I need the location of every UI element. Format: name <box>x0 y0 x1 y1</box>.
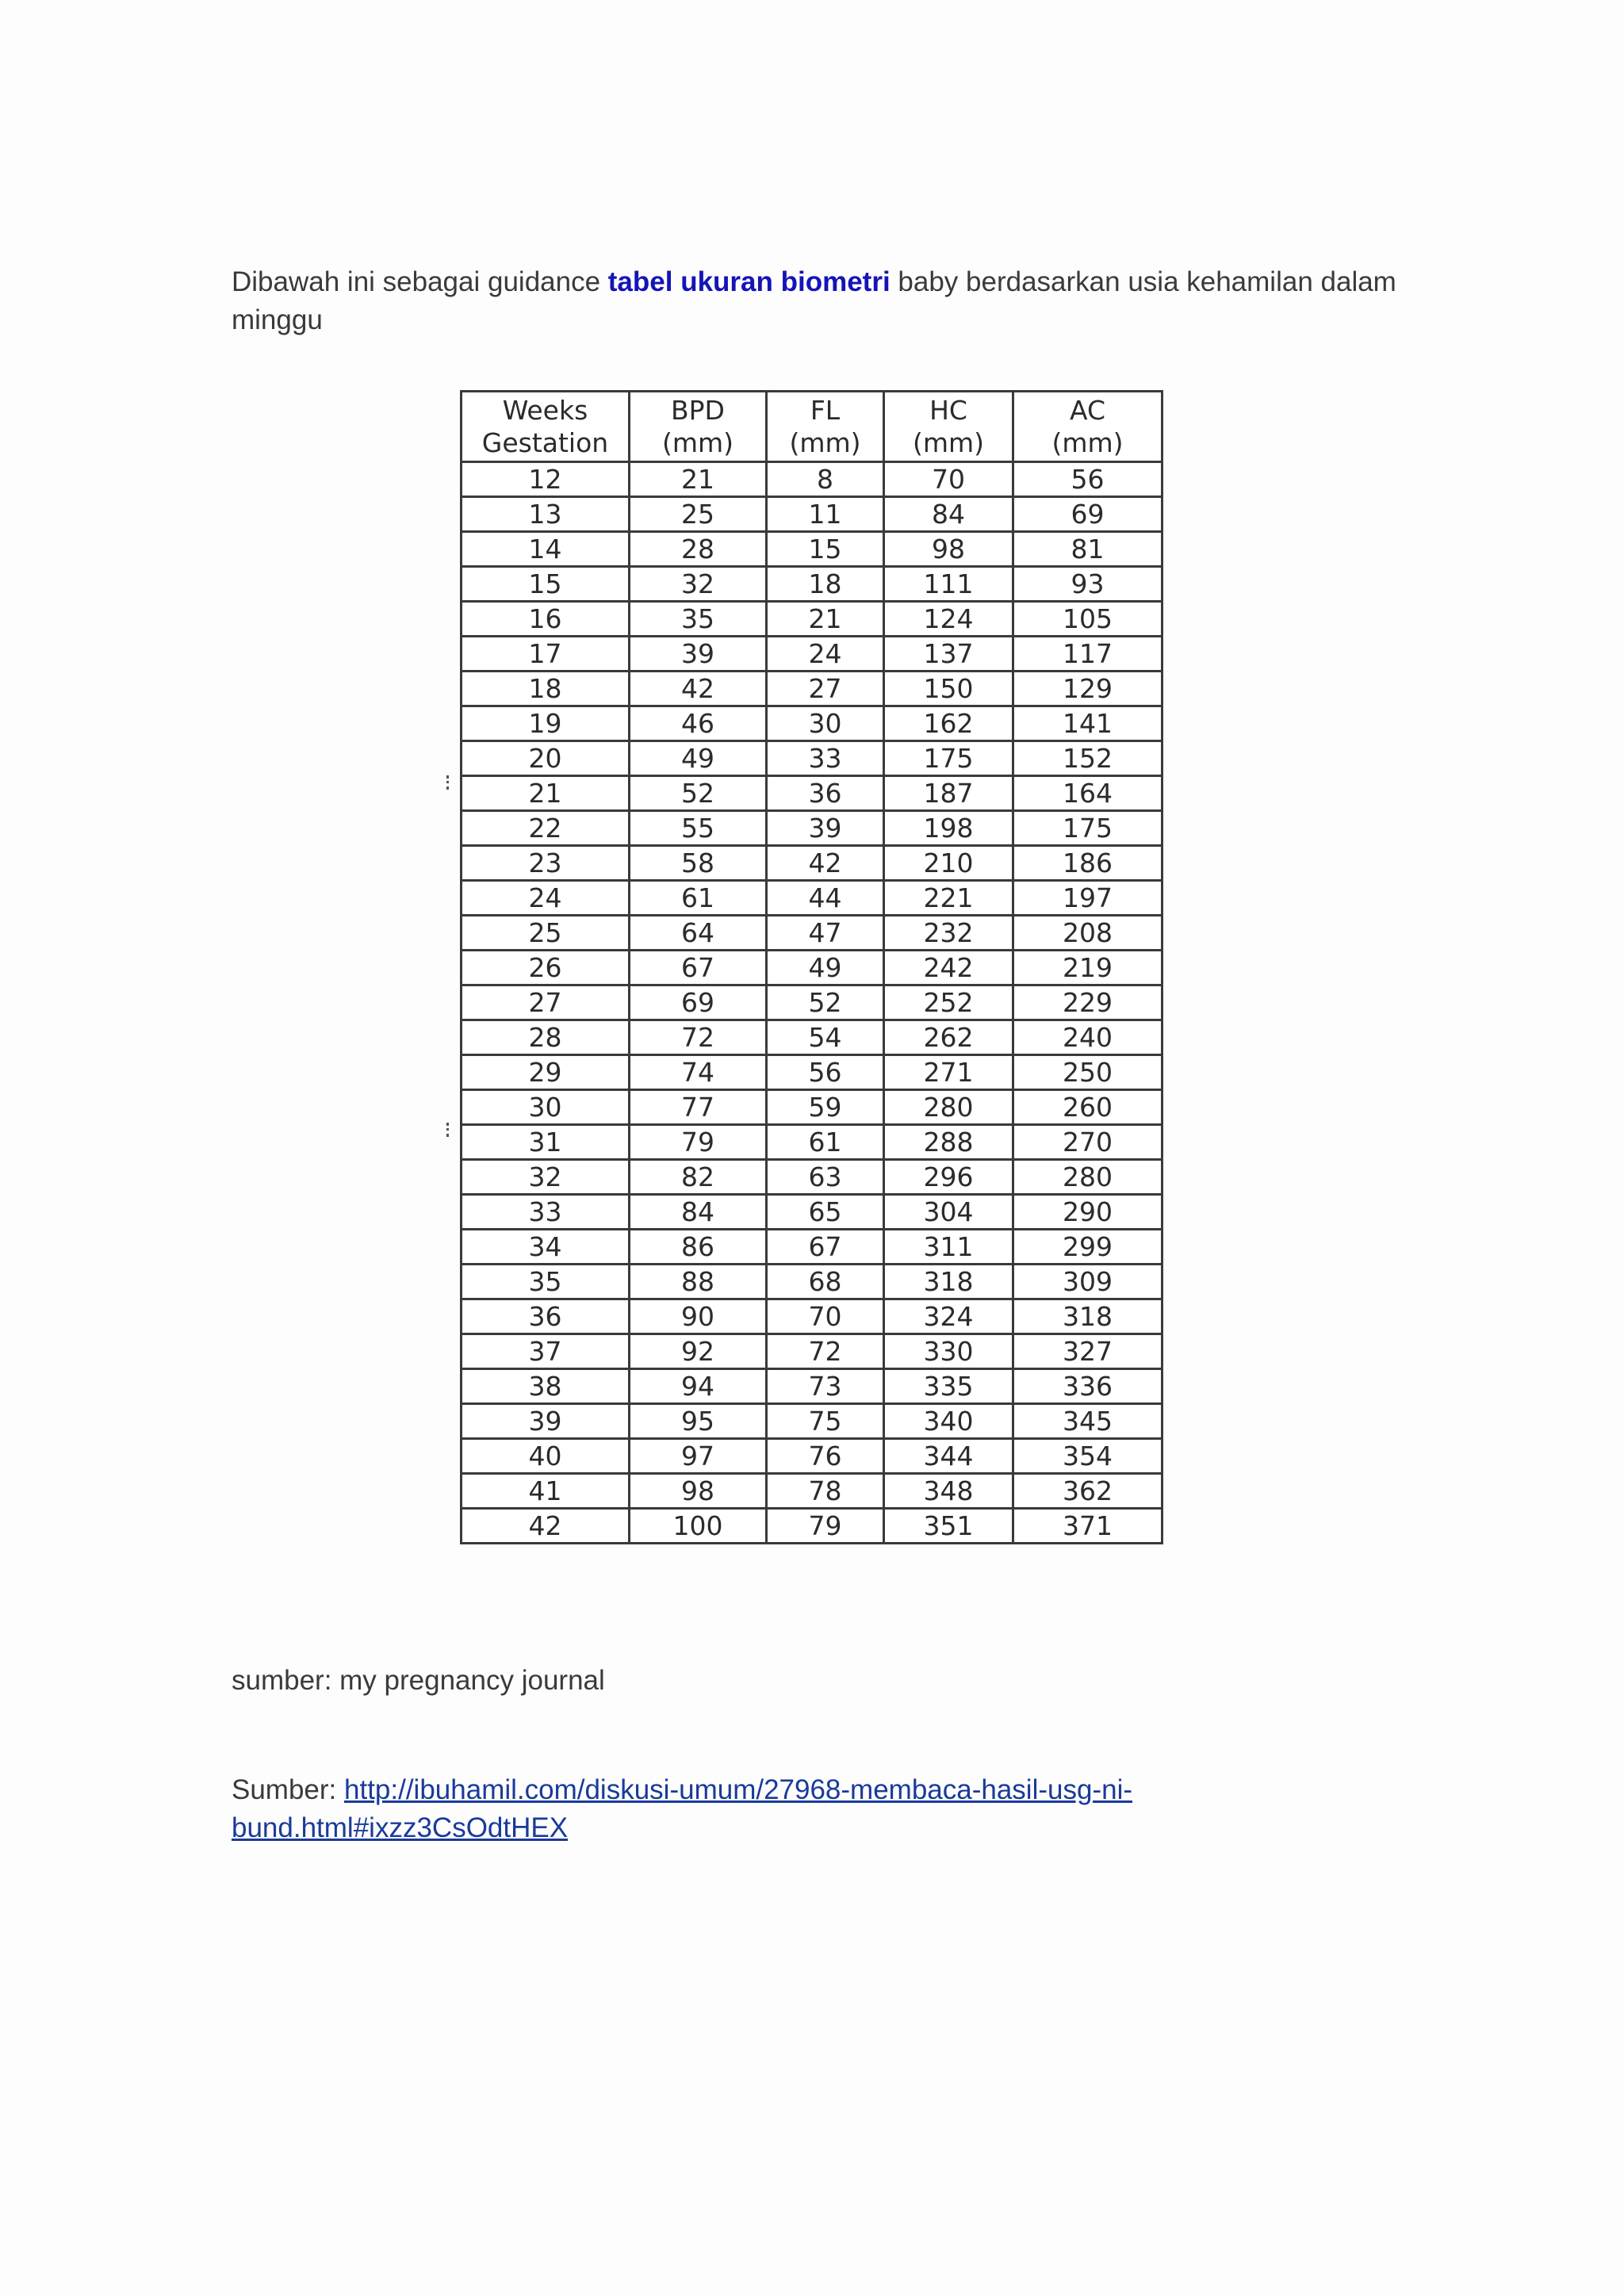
table-row <box>462 567 1162 602</box>
cell-fl: 11 <box>767 497 884 532</box>
cell-ac: 362 <box>1013 1474 1162 1509</box>
cell-hc: 252 <box>884 985 1013 1020</box>
table-row <box>462 1090 1162 1125</box>
cell-ac: 208 <box>1013 916 1162 951</box>
cell-fl: 72 <box>767 1334 884 1369</box>
cell-ac: 299 <box>1013 1230 1162 1265</box>
table-row <box>462 672 1162 706</box>
table-row <box>462 497 1162 532</box>
cell-fl: 63 <box>767 1160 884 1195</box>
table-row <box>462 1195 1162 1230</box>
cell-fl: 15 <box>767 532 884 567</box>
cell-bpd: 42 <box>630 672 767 706</box>
cell-ac: 81 <box>1013 532 1162 567</box>
cell-weeks: 15 <box>462 567 630 602</box>
cell-fl: 30 <box>767 706 884 741</box>
cell-bpd: 98 <box>630 1474 767 1509</box>
cell-ac: 129 <box>1013 672 1162 706</box>
cell-weeks: 26 <box>462 951 630 985</box>
cell-hc: 70 <box>884 462 1013 497</box>
cell-bpd: 52 <box>630 776 767 811</box>
cell-hc: 262 <box>884 1020 1013 1055</box>
cell-ac: 93 <box>1013 567 1162 602</box>
cell-hc: 288 <box>884 1125 1013 1160</box>
cell-bpd: 94 <box>630 1369 767 1404</box>
cell-weeks: 42 <box>462 1509 630 1544</box>
cell-fl: 27 <box>767 672 884 706</box>
cell-fl: 73 <box>767 1369 884 1404</box>
source-link-paragraph <box>232 1771 1262 1847</box>
cell-hc: 348 <box>884 1474 1013 1509</box>
cell-ac: 336 <box>1013 1369 1162 1404</box>
cell-ac: 175 <box>1013 811 1162 846</box>
cell-hc: 111 <box>884 567 1013 602</box>
cell-weeks: 28 <box>462 1020 630 1055</box>
cell-bpd: 35 <box>630 602 767 637</box>
cell-hc: 150 <box>884 672 1013 706</box>
biometry-table <box>460 390 1163 1544</box>
cell-fl: 49 <box>767 951 884 985</box>
cell-ac: 309 <box>1013 1265 1162 1299</box>
cell-bpd: 39 <box>630 637 767 672</box>
cell-weeks: 34 <box>462 1230 630 1265</box>
cell-fl: 70 <box>767 1299 884 1334</box>
table-header-row <box>462 392 1162 462</box>
cell-fl: 47 <box>767 916 884 951</box>
source-note: sumber: my pregnancy journal <box>232 1665 605 1696</box>
cell-bpd: 69 <box>630 985 767 1020</box>
table-row <box>462 462 1162 497</box>
cell-bpd: 72 <box>630 1020 767 1055</box>
intro-text-after: baby berdasarkan usia kehamilan dalam minggu <box>232 266 1396 335</box>
cell-fl: 56 <box>767 1055 884 1090</box>
cell-fl: 67 <box>767 1230 884 1265</box>
cell-ac: 290 <box>1013 1195 1162 1230</box>
cell-hc: 344 <box>884 1439 1013 1474</box>
cell-bpd: 32 <box>630 567 767 602</box>
cell-bpd: 64 <box>630 916 767 951</box>
cell-weeks: 19 <box>462 706 630 741</box>
cell-hc: 351 <box>884 1509 1013 1544</box>
cell-fl: 79 <box>767 1509 884 1544</box>
cell-fl: 18 <box>767 567 884 602</box>
table-row <box>462 532 1162 567</box>
table-row <box>462 706 1162 741</box>
cell-ac: 105 <box>1013 602 1162 637</box>
cell-fl: 76 <box>767 1439 884 1474</box>
cell-hc: 311 <box>884 1230 1013 1265</box>
biometry-table-container <box>460 390 1161 1539</box>
header-bpd <box>630 392 767 462</box>
cell-fl: 61 <box>767 1125 884 1160</box>
cell-weeks: 31 <box>462 1125 630 1160</box>
cell-ac: 164 <box>1013 776 1162 811</box>
cell-weeks: 20 <box>462 741 630 776</box>
table-row <box>462 1125 1162 1160</box>
cell-fl: 75 <box>767 1404 884 1439</box>
cell-bpd: 25 <box>630 497 767 532</box>
table-row <box>462 1055 1162 1090</box>
cell-bpd: 95 <box>630 1404 767 1439</box>
cell-hc: 242 <box>884 951 1013 985</box>
cell-hc: 340 <box>884 1404 1013 1439</box>
source-link-prefix: Sumber: <box>232 1774 344 1805</box>
cell-weeks: 35 <box>462 1265 630 1299</box>
cell-hc: 137 <box>884 637 1013 672</box>
cell-weeks: 30 <box>462 1090 630 1125</box>
cell-fl: 65 <box>767 1195 884 1230</box>
cell-bpd: 88 <box>630 1265 767 1299</box>
cell-weeks: 13 <box>462 497 630 532</box>
table-row <box>462 1265 1162 1299</box>
cell-hc: 318 <box>884 1265 1013 1299</box>
table-row <box>462 776 1162 811</box>
cell-bpd: 58 <box>630 846 767 881</box>
cell-weeks: 16 <box>462 602 630 637</box>
cell-ac: 260 <box>1013 1090 1162 1125</box>
cell-hc: 330 <box>884 1334 1013 1369</box>
cell-ac: 56 <box>1013 462 1162 497</box>
cell-ac: 197 <box>1013 881 1162 916</box>
cell-fl: 24 <box>767 637 884 672</box>
table-row <box>462 741 1162 776</box>
cell-hc: 124 <box>884 602 1013 637</box>
header-hc <box>884 392 1013 462</box>
cell-hc: 198 <box>884 811 1013 846</box>
cell-fl: 8 <box>767 462 884 497</box>
cell-hc: 280 <box>884 1090 1013 1125</box>
cell-fl: 68 <box>767 1265 884 1299</box>
cell-fl: 36 <box>767 776 884 811</box>
cell-weeks: 22 <box>462 811 630 846</box>
cell-bpd: 46 <box>630 706 767 741</box>
cell-ac: 229 <box>1013 985 1162 1020</box>
cell-bpd: 90 <box>630 1299 767 1334</box>
cell-fl: 21 <box>767 602 884 637</box>
cell-hc: 221 <box>884 881 1013 916</box>
header-line: BPD <box>671 395 725 426</box>
cell-weeks: 32 <box>462 1160 630 1195</box>
cell-hc: 162 <box>884 706 1013 741</box>
cell-weeks: 33 <box>462 1195 630 1230</box>
cell-ac: 354 <box>1013 1439 1162 1474</box>
table-row <box>462 1020 1162 1055</box>
header-line: (mm) <box>789 427 861 458</box>
cell-weeks: 27 <box>462 985 630 1020</box>
table-row <box>462 1439 1162 1474</box>
cell-bpd: 77 <box>630 1090 767 1125</box>
header-line: (mm) <box>1051 427 1124 458</box>
table-row <box>462 1369 1162 1404</box>
header-line: Gestation <box>481 427 609 458</box>
cell-bpd: 84 <box>630 1195 767 1230</box>
cell-weeks: 12 <box>462 462 630 497</box>
cell-ac: 280 <box>1013 1160 1162 1195</box>
cell-ac: 318 <box>1013 1299 1162 1334</box>
table-row <box>462 1230 1162 1265</box>
intro-paragraph <box>232 263 1405 339</box>
table-row <box>462 811 1162 846</box>
cell-bpd: 21 <box>630 462 767 497</box>
margin-mark <box>446 1123 452 1137</box>
cell-ac: 345 <box>1013 1404 1162 1439</box>
intro-text-before: Dibawah ini sebagai guidance <box>232 266 608 297</box>
cell-hc: 84 <box>884 497 1013 532</box>
cell-weeks: 23 <box>462 846 630 881</box>
cell-weeks: 39 <box>462 1404 630 1439</box>
table-row <box>462 637 1162 672</box>
cell-weeks: 41 <box>462 1474 630 1509</box>
cell-ac: 327 <box>1013 1334 1162 1369</box>
cell-weeks: 18 <box>462 672 630 706</box>
cell-hc: 98 <box>884 532 1013 567</box>
cell-fl: 54 <box>767 1020 884 1055</box>
cell-weeks: 29 <box>462 1055 630 1090</box>
cell-ac: 186 <box>1013 846 1162 881</box>
margin-mark <box>446 775 452 790</box>
cell-ac: 152 <box>1013 741 1162 776</box>
cell-ac: 69 <box>1013 497 1162 532</box>
table-row <box>462 951 1162 985</box>
cell-ac: 240 <box>1013 1020 1162 1055</box>
header-fl <box>767 392 884 462</box>
cell-ac: 270 <box>1013 1125 1162 1160</box>
header-line: HC <box>929 395 967 426</box>
cell-ac: 250 <box>1013 1055 1162 1090</box>
cell-weeks: 36 <box>462 1299 630 1334</box>
cell-weeks: 40 <box>462 1439 630 1474</box>
cell-hc: 210 <box>884 846 1013 881</box>
cell-ac: 371 <box>1013 1509 1162 1544</box>
cell-bpd: 55 <box>630 811 767 846</box>
table-row <box>462 1404 1162 1439</box>
cell-fl: 42 <box>767 846 884 881</box>
header-line: AC <box>1069 395 1106 426</box>
cell-bpd: 100 <box>630 1509 767 1544</box>
cell-bpd: 49 <box>630 741 767 776</box>
cell-weeks: 25 <box>462 916 630 951</box>
cell-hc: 187 <box>884 776 1013 811</box>
cell-bpd: 82 <box>630 1160 767 1195</box>
header-line: (mm) <box>661 427 734 458</box>
cell-hc: 296 <box>884 1160 1013 1195</box>
header-line: (mm) <box>912 427 985 458</box>
table-row <box>462 1299 1162 1334</box>
cell-fl: 44 <box>767 881 884 916</box>
header-line: FL <box>810 395 841 426</box>
table-row <box>462 1474 1162 1509</box>
table-row <box>462 916 1162 951</box>
cell-weeks: 38 <box>462 1369 630 1404</box>
cell-bpd: 28 <box>630 532 767 567</box>
table-row <box>462 881 1162 916</box>
cell-weeks: 21 <box>462 776 630 811</box>
cell-hc: 232 <box>884 916 1013 951</box>
cell-hc: 324 <box>884 1299 1013 1334</box>
table-row <box>462 602 1162 637</box>
cell-hc: 335 <box>884 1369 1013 1404</box>
cell-ac: 117 <box>1013 637 1162 672</box>
table-row <box>462 846 1162 881</box>
cell-ac: 219 <box>1013 951 1162 985</box>
cell-fl: 33 <box>767 741 884 776</box>
header-weeks-gestation <box>462 392 630 462</box>
header-ac <box>1013 392 1162 462</box>
source-link[interactable]: http://ibuhamil.com/diskusi-umum/27968-membaca-hasil-usg-ni-bund.html#ixzz3CsOdtHEX <box>232 1774 1132 1843</box>
cell-fl: 52 <box>767 985 884 1020</box>
cell-bpd: 74 <box>630 1055 767 1090</box>
cell-weeks: 14 <box>462 532 630 567</box>
cell-bpd: 97 <box>630 1439 767 1474</box>
cell-bpd: 67 <box>630 951 767 985</box>
cell-fl: 78 <box>767 1474 884 1509</box>
cell-fl: 39 <box>767 811 884 846</box>
table-row <box>462 1160 1162 1195</box>
table-row <box>462 1509 1162 1544</box>
table-body <box>462 462 1162 1544</box>
cell-hc: 304 <box>884 1195 1013 1230</box>
cell-bpd: 86 <box>630 1230 767 1265</box>
cell-fl: 59 <box>767 1090 884 1125</box>
cell-ac: 141 <box>1013 706 1162 741</box>
cell-weeks: 17 <box>462 637 630 672</box>
cell-bpd: 61 <box>630 881 767 916</box>
table-row <box>462 1334 1162 1369</box>
cell-bpd: 92 <box>630 1334 767 1369</box>
intro-highlight: tabel ukuran biometri <box>607 266 891 297</box>
cell-weeks: 24 <box>462 881 630 916</box>
cell-bpd: 79 <box>630 1125 767 1160</box>
cell-hc: 175 <box>884 741 1013 776</box>
cell-weeks: 37 <box>462 1334 630 1369</box>
cell-hc: 271 <box>884 1055 1013 1090</box>
header-line: Weeks <box>502 395 588 426</box>
table-row <box>462 985 1162 1020</box>
